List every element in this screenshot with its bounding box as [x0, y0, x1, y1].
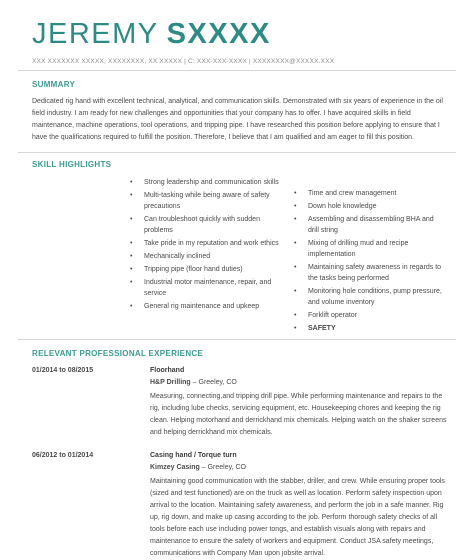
- skills-list-left: [128, 177, 288, 314]
- header-divider: [18, 70, 456, 71]
- skill-item: • Maintaining safety awareness in regards to the tasks being performed: [294, 264, 442, 282]
- bullet-icon: •: [294, 203, 297, 210]
- skill-item: • Multi-tasking while being aware of safety precautions: [130, 192, 270, 210]
- job-employer: [150, 464, 246, 471]
- skill-item: • Take pride in my reputation and work ethics: [130, 240, 279, 247]
- job-description: Maintaining good communication with the stabber, driller, and crew. While ensuring proper tools (sized and test functioned) are on the truck as well as location. Perform safety inspection upon arrival to the location. Maintaining safety awareness, and perform the job in a safe manner. Rig up, rig down, and make up casing according to the job. Perform thorough safety checks of all tools before each use including power tongs, and establish visuals along with repairs and maintenance to ensure the safety of workers and equipment. Conduct JSA safety meetings, communications with Company Man upon jobsite arrival.: [150, 478, 445, 557]
- job-location: – Greeley, CO: [199, 464, 246, 471]
- bullet-icon: •: [130, 179, 133, 186]
- bullet-icon: •: [130, 240, 133, 247]
- bullet-icon: •: [294, 288, 297, 295]
- job-title: Casing hand / Torque turn: [150, 452, 237, 459]
- skills-list-right: [292, 188, 442, 336]
- summary-divider: [18, 152, 456, 153]
- skill-item: • General rig maintenance and upkeep: [130, 303, 260, 310]
- experience-heading: RELEVANT PROFESSIONAL EXPERIENCE: [32, 349, 204, 358]
- bullet-icon: •: [130, 279, 133, 286]
- skills-heading: SKILL HIGHLIGHTS: [32, 160, 112, 169]
- skill-item: • Assembling and disassembling BHA and drill string: [294, 216, 434, 234]
- contact-info: XXX XXXXXXX XXXXX, XXXXXXXX, XX XXXXX | C: XXX-XXX-XXXX | XXXXXXXX@XXXXX.XXX: [32, 58, 335, 65]
- bullet-icon: •: [130, 303, 133, 310]
- summary-text: Dedicated rig hand with excellent technical, analytical, and communication skills. Demonstrated with six years of experience in the oil field industry. I am ready for new challenges and opportunities that your company has to offer. I have acquired skills in field maintenance, machine operations, tool operations, and tripping pipe. I have researched this position before applying to ensure that I have the qualifications required to fulfill the position. Therefore, I believe that I am qualified and am eager to fill this position.: [32, 98, 443, 141]
- bullet-icon: •: [294, 216, 297, 223]
- skill-item: • Forklift operator: [294, 312, 358, 319]
- candidate-name: [32, 18, 271, 50]
- company-name: H&P Drilling: [150, 379, 191, 386]
- skill-item: • Can troubleshoot quickly with sudden problems: [130, 216, 260, 234]
- bullet-icon: •: [294, 312, 297, 319]
- skill-item: • Industrial motor maintenance, repair, and service: [130, 279, 272, 297]
- skill-item: • Time and crew management: [294, 190, 397, 197]
- first-name: JEREMY: [32, 18, 159, 50]
- company-name: Kimzey Casing: [150, 464, 200, 471]
- job-title: Floorhand: [150, 367, 185, 374]
- bullet-icon: •: [294, 264, 297, 271]
- job-dates: 06/2012 to 01/2014: [32, 452, 94, 459]
- bullet-icon: •: [130, 253, 133, 260]
- skill-item: • Strong leadership and communication skills: [130, 179, 279, 186]
- bullet-icon: •: [130, 192, 133, 199]
- bullet-icon: •: [294, 325, 297, 332]
- job-description: Measuring, connecting,and tripping drill pipe. While performing maintenance and repairs to the rig, including lube checks, servicing equipment, etc. Housekeeping chores and keeping the rig clean. Helping motorhand and derrickhand mix chemicals. Helping watch on the shaker screens and helping derrickhand mix chemicals.: [150, 393, 447, 436]
- last-name: SXXXX: [166, 18, 271, 50]
- job-location: – Greeley, CO: [190, 379, 237, 386]
- job-employer: [150, 379, 237, 386]
- skill-item: • Tripping pipe (floor hand duties): [130, 266, 243, 273]
- summary-heading: SUMMARY: [32, 80, 76, 89]
- skill-item: • Mixing of drilling mud and recipe implementation: [294, 240, 409, 258]
- skill-item: • Monitoring hole conditions, pump pressure, and volume inventory: [294, 288, 442, 306]
- job-dates: 01/2014 to 08/2015: [32, 367, 94, 374]
- bullet-icon: •: [130, 266, 133, 273]
- bullet-icon: •: [294, 240, 297, 247]
- bullet-icon: •: [130, 216, 133, 223]
- skill-item: • SAFETY: [294, 325, 336, 332]
- skill-item: • Down hole knowledge: [294, 203, 377, 210]
- bullet-icon: •: [294, 190, 297, 197]
- skill-item: • Mechanically inclined: [130, 253, 211, 260]
- skills-divider: [18, 339, 456, 340]
